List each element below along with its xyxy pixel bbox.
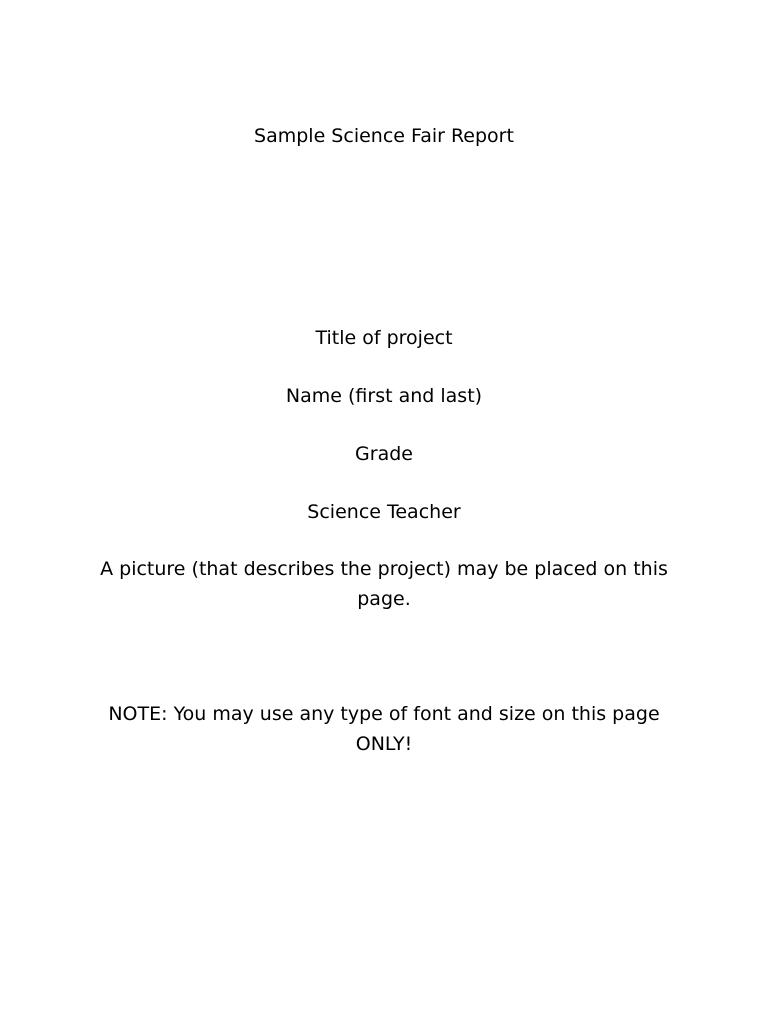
student-name-placeholder: Name (first and last) xyxy=(285,385,483,407)
font-note: NOTE: You may use any type of font and size on this page ONLY! xyxy=(108,703,660,755)
page-heading: Sample Science Fair Report xyxy=(254,125,514,147)
science-teacher-placeholder: Science Teacher xyxy=(307,501,461,523)
picture-instruction: A picture (that describes the project) may be placed on this page. xyxy=(100,558,668,610)
grade-placeholder: Grade xyxy=(355,443,413,465)
project-title-placeholder: Title of project xyxy=(315,327,453,349)
